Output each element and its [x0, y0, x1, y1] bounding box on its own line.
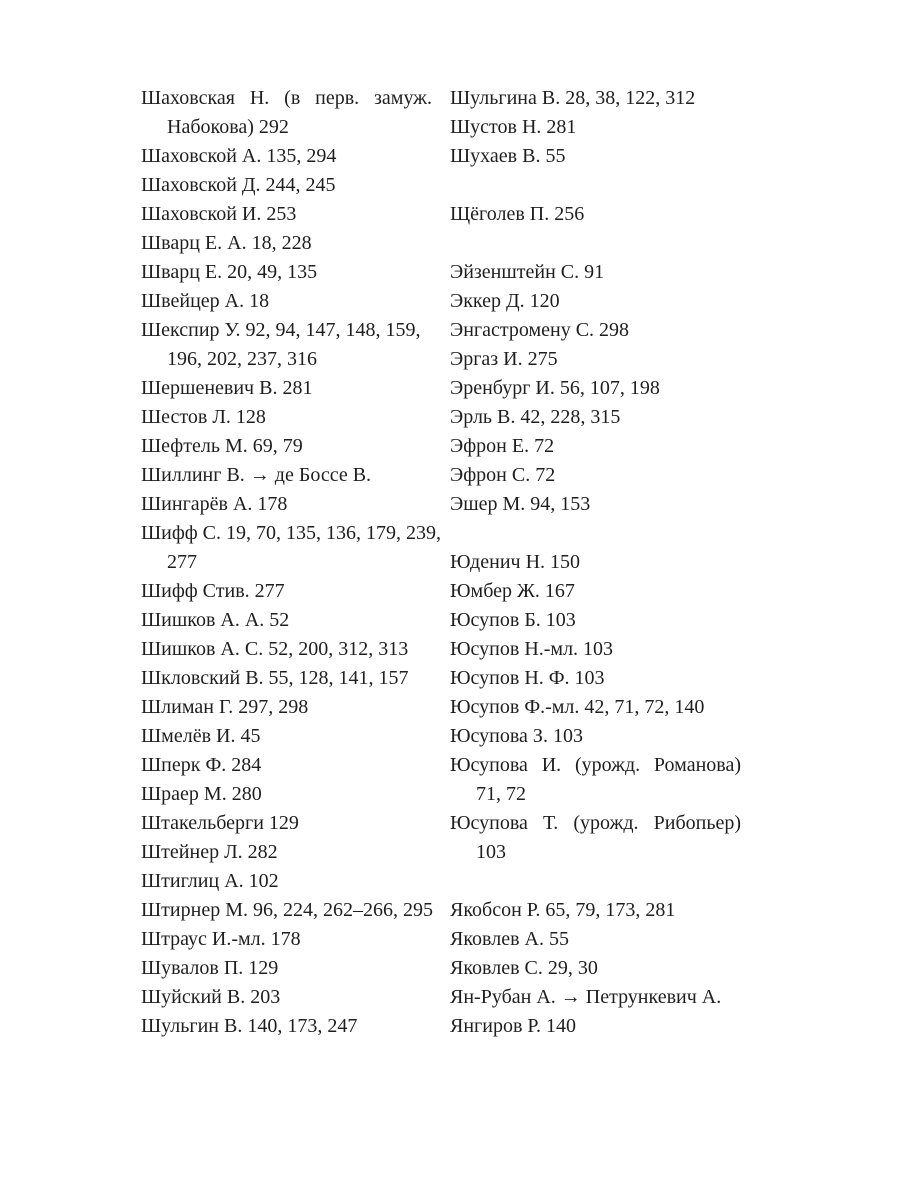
- index-group: [141, 84, 442, 1041]
- index-entry-line: Шувалов П. 129: [141, 957, 279, 979]
- index-group: [450, 84, 741, 171]
- index-entry-line: Шмелёв И. 45: [141, 725, 261, 747]
- index-entry-line: Шекспир У. 92, 94, 147, 148, 159,: [141, 319, 421, 341]
- index-entry-line: Шестов Л. 128: [141, 406, 266, 428]
- index-entry-line: 277: [167, 551, 197, 573]
- index-entry-line: Шефтель М. 69, 79: [141, 435, 303, 457]
- index-entry-line: Эфрон Е. 72: [450, 435, 555, 457]
- index-entry-line: Яковлев А. 55: [450, 928, 569, 950]
- index-entry-line: Штакельберги 129: [141, 812, 299, 834]
- index-entry-line: Юмбер Ж. 167: [450, 580, 575, 602]
- index-entry-line: Эшер М. 94, 153: [450, 493, 591, 515]
- index-entry-line: Юсупова З. 103: [450, 725, 583, 747]
- index-entry-line: Шифф С. 19, 70, 135, 136, 179, 239,: [141, 522, 442, 544]
- index-entry-line: Шаховской И. 253: [141, 203, 297, 225]
- index-group: [450, 200, 741, 229]
- index-entry-line: Шаховской А. 135, 294: [141, 145, 337, 167]
- index-entry-line: Шаховская Н. (в перв. замуж.: [141, 87, 432, 109]
- index-entry-line: Штейнер Л. 282: [141, 841, 278, 863]
- index-entry-line: Шершеневич В. 281: [141, 377, 313, 399]
- index-entry-line: Шперк Ф. 284: [141, 754, 262, 776]
- index-entry-line: 103: [476, 841, 506, 863]
- index-entry-line: Шингарёв А. 178: [141, 493, 288, 515]
- index-entry-line: Штиглиц А. 102: [141, 870, 279, 892]
- index-entry-line: Шишков А. А. 52: [141, 609, 290, 631]
- index-entry-line: Набокова) 292: [167, 116, 289, 138]
- index-entry-line: Эрль В. 42, 228, 315: [450, 406, 621, 428]
- index-entry-line: Энгастромену С. 298: [450, 319, 630, 341]
- index-entry-line: Шуйский В. 203: [141, 986, 281, 1008]
- index-entry-line: Шварц Е. 20, 49, 135: [141, 261, 318, 283]
- index-entry-line: Янгиров Р. 140: [450, 1015, 577, 1037]
- index-entry-line: Шустов Н. 281: [450, 116, 577, 138]
- index-entry-line: Юсупов Ф.-мл. 42, 71, 72, 140: [450, 696, 705, 718]
- index-entry-line: 196, 202, 237, 316: [167, 348, 317, 370]
- index-entry-line: Шиллинг В. → де Боссе В.: [141, 464, 372, 486]
- index-entry-line: Эренбург И. 56, 107, 198: [450, 377, 660, 399]
- index-entry-line: Швейцер А. 18: [141, 290, 270, 312]
- index-entry-line: Эйзенштейн С. 91: [450, 261, 605, 283]
- index-group: [450, 258, 741, 519]
- index-column-left: [141, 84, 442, 1041]
- index-entry-line: Щёголев П. 256: [450, 203, 585, 225]
- index-group: [450, 548, 741, 867]
- index-entry-line: Шульгин В. 140, 173, 247: [141, 1015, 358, 1037]
- index-entry-line: Эргаз И. 275: [450, 348, 558, 370]
- index-entry-line: Юсупов Н.-мл. 103: [450, 638, 614, 660]
- index-entry-line: Юсупов Н. Ф. 103: [450, 667, 605, 689]
- index-entry-line: Эфрон С. 72: [450, 464, 556, 486]
- index-entry-line: Шварц Е. А. 18, 228: [141, 232, 312, 254]
- index-entry-line: Штраус И.-мл. 178: [141, 928, 301, 950]
- index-entry-line: Шишков А. С. 52, 200, 312, 313: [141, 638, 409, 660]
- index-entry-line: Эккер Д. 120: [450, 290, 560, 312]
- index-entry-line: Шкловский В. 55, 128, 141, 157: [141, 667, 409, 689]
- index-entry-line: Шлиман Г. 297, 298: [141, 696, 309, 718]
- index-entry-line: Шухаев В. 55: [450, 145, 566, 167]
- index-entry-line: Штирнер М. 96, 224, 262–266, 295: [141, 899, 433, 921]
- index-entry-line: Яковлев С. 29, 30: [450, 957, 598, 979]
- index-entry-line: Юсупов Б. 103: [450, 609, 576, 631]
- index-entry-line: Шаховской Д. 244, 245: [141, 174, 336, 196]
- index-entry-line: Якобсон Р. 65, 79, 173, 281: [450, 899, 676, 921]
- index-entry-line: Шифф Стив. 277: [141, 580, 285, 602]
- index-entry-line: Юденич Н. 150: [450, 551, 581, 573]
- index-entry-line: 71, 72: [476, 783, 526, 805]
- index-entry-line: Юсупова И. (урожд. Романова): [450, 754, 741, 776]
- index-entry-line: Шульгина В. 28, 38, 122, 312: [450, 87, 696, 109]
- index-column-right: [450, 84, 741, 1041]
- index-group: [450, 896, 741, 1041]
- index-entry-line: Юсупова Т. (урожд. Рибопьер): [450, 812, 741, 834]
- index-entry-line: Шраер М. 280: [141, 783, 262, 805]
- index-entry-line: Ян-Рубан А. → Петрункевич А.: [450, 986, 722, 1008]
